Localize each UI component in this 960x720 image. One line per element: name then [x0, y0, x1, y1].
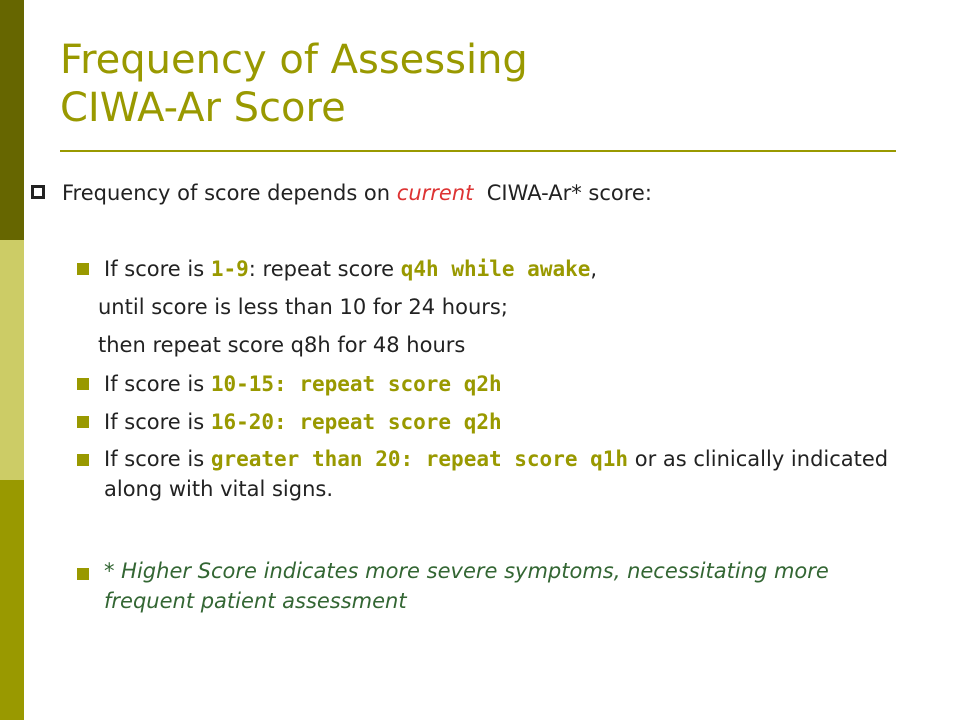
sidebar-stripe-middle [0, 240, 24, 480]
bullet-1-frequency: q4h while awake [400, 257, 591, 281]
title-line-2: CIWA-Ar Score [60, 85, 346, 131]
bullet-4-pre: If score is [104, 447, 211, 471]
sidebar-stripe-bottom [0, 480, 24, 720]
bullet-3 [104, 409, 502, 435]
square-bullet-icon [77, 416, 89, 428]
bullet-1-continuation-2: then repeat score q8h for 48 hours [98, 333, 466, 357]
bullet-4-highlight: greater than 20: repeat score q1h [210, 447, 629, 471]
bullet-3-pre: If score is [104, 410, 211, 434]
emphasis-current: current [396, 181, 474, 205]
title-divider [60, 150, 896, 152]
bullet-1-continuation-1: until score is less than 10 for 24 hours; [98, 295, 508, 319]
bullet-3-highlight: 16-20: repeat score q2h [210, 410, 502, 434]
square-bullet-icon [77, 378, 89, 390]
square-bullet-icon [77, 454, 89, 466]
bullet-1-pre: If score is [104, 257, 211, 281]
square-bullet-icon [77, 263, 89, 275]
main-point [62, 180, 652, 206]
bullet-1-mid: : repeat score [248, 257, 401, 281]
main-point-text-end: CIWA-Ar* score: [473, 181, 652, 205]
bullet-4-post: or as clinically indicated along with vital signs. [104, 447, 889, 501]
hollow-square-bullet-icon [31, 185, 45, 199]
bullet-1-post: , [590, 257, 598, 281]
bullet-2-pre: If score is [104, 372, 211, 396]
main-point-text: Frequency of score depends on [62, 181, 397, 205]
slide-title [60, 36, 920, 132]
square-bullet-icon [77, 568, 89, 580]
title-line-1: Frequency of Assessing [60, 37, 528, 83]
bullet-5-footnote: * Higher Score indicates more severe symptoms, necessitating more frequent patient assessment [104, 559, 829, 613]
bullet-1-range: 1-9 [210, 257, 249, 281]
sidebar-stripe-top [0, 0, 24, 240]
bullet-2 [104, 371, 502, 397]
bullet-1 [104, 256, 597, 282]
bullet-4 [104, 444, 904, 504]
bullet-2-highlight: 10-15: repeat score q2h [210, 372, 502, 396]
